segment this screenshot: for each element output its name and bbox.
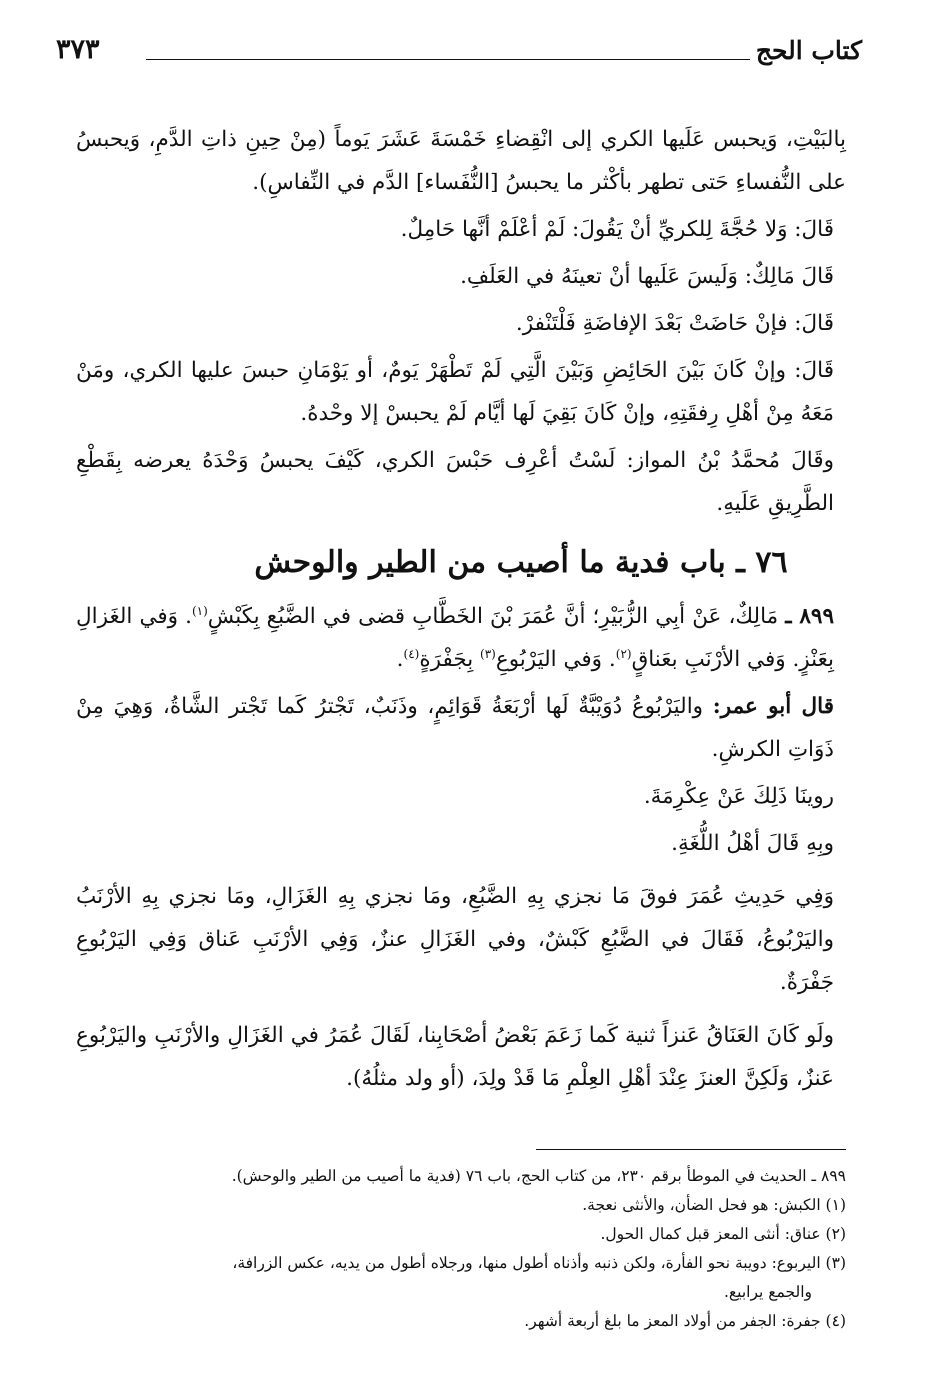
hadith-text: .: [396, 647, 404, 672]
paragraph: قَالَ: وإنْ كَانَ بَيْنَ الحَائِضِ وَبَيْنَ الَّتِي لَمْ تَطْهَرْ يَومٌ، أو يَوْمَانِ حبسَ عليها الكري، ومَنْ مَعَهُ مِنْ أهْلِ رِفقَتِهِ، وإنْ كَانَ بَقِيَ لَها أيَّام لَمْ يحبسْ إلا وحْدهُ.: [76, 358, 834, 426]
footnotes: [76, 1162, 846, 1336]
footnote-ref: (٣): [480, 646, 496, 661]
footnote: (٢) عناق: أنثى المعز قبل كمال الحول.: [600, 1225, 846, 1243]
paragraph: ولَو كَانَ العَنَاقُ عَنزاً ثنية كَما زَعَمَ بَعْضُ أصْحَابِنا، لَقَالَ عُمَرُ في الغَزَالِ والأرْنَبِ واليَرْبُوعِ عَنزٌ، وَلَكِنَّ العنزَ عِنْدَ أهْلِ العِلْمِ مَا قَدْ ولِدَ، (أو ولد مثلُهُ).: [76, 1023, 834, 1091]
hadith-text: بِجَفْرَةٍ: [419, 647, 481, 672]
running-header: [56, 32, 862, 72]
paragraph: بِالبَيْتِ، وَيحبس عَلَيها الكري إلى انْقِضاءِ خَمْسَةَ عَشَرَ يَوماً (مِنْ حِينِ ذاتِ الدَّمِ، وَيحبسُ على النُّفساءِ حَتى تطهر بأكْثر ما يحبسُ [النُّفَساء] الدَّم في النِّفاسِ).: [76, 127, 846, 195]
footnote: ٨٩٩ ـ الحديث في الموطأ برقم ٢٣٠، من كتاب الحج، باب ٧٦ (فدية ما أصيب من الطير والوحش).: [231, 1167, 846, 1185]
footnote-continuation: والجمع يرابيع.: [724, 1283, 812, 1301]
chapter-heading: ٧٦ ـ باب فدية ما أصيب من الطير والوحش: [254, 545, 788, 580]
header-rule: [146, 59, 750, 60]
main-text: [76, 118, 846, 1104]
paragraph: قَالَ: وَلا حُجَّةَ لِلكريِّ أنْ يَقُولَ: لَمْ أعْلَمْ أنَّها حَامِلٌ.: [400, 217, 834, 242]
hadith-text: . وَفي اليَرْبُوعِ: [495, 647, 616, 672]
footnote-rule: [536, 1149, 846, 1150]
hadith-text: مَالِكٌ، عَنْ أبِي الزُّبَيْرِ؛ أنَّ عُمَرَ بْنَ الخَطَّابِ قضى في الضَّبُعِ بِكَبْشٍ: [207, 604, 779, 629]
book-title: كتاب الحج: [755, 36, 862, 65]
commentary-text: واليَرْبُوعُ دُوَيْبَّةٌ لَها أرْبَعَةُ قَوَائِمٍ، وذَنَبٌ، تَجْترُ كَما تَجْتر الشَّاةُ، وَهِيَ مِنْ ذَوَاتِ الكرشِ.: [76, 694, 834, 762]
hadith-number: ٨٩٩ ـ: [785, 604, 834, 629]
footnote: (٤) جفرة: الجفر من أولاد المعز ما بلغ أربعة أشهر.: [524, 1312, 846, 1330]
commentary-speaker: قال أبو عمر:: [712, 694, 834, 719]
paragraph: روينَا ذَلِكَ عَنْ عِكْرِمَةَ.: [643, 784, 834, 809]
footnote: (١) الكبش: هو فحل الضأن، والأنثى نعجة.: [582, 1196, 846, 1214]
commentary-paragraph: [76, 685, 846, 771]
footnote-ref: (٤): [403, 646, 420, 661]
paragraph: وَفِي حَدِيثِ عُمَرَ فوقَ مَا نجزي بِهِ الضَّبُعِ، ومَا نجزي بِهِ الغَزَالِ، ومَا نجزي بِهِ الأرْنَبُ واليَرْبُوعُ، فَقَالَ في الضَّبُعِ كَبْشٌ، وفي الغَزَالِ عنزٌ، وَفِي الأرْنَبِ عَناق وَفِي اليَرْبُوعِ جَفْرَةٌ.: [76, 884, 834, 995]
hadith-text: . وَفي الغَزالِ بِعَنْزٍ. وَفي الأرْنَبِ بعَناقٍ: [76, 604, 834, 672]
footnote: (٣) اليربوع: دويبة نحو الفأرة، ولكن ذنبه وأذناه أطول منها، ورجلاه أطول من يديه، عكس الزرافة،: [232, 1254, 846, 1272]
page-number: ٣٧٣: [56, 34, 100, 65]
paragraph: قَالَ: فإنْ حَاضَتْ بَعْدَ الإفاضَةِ فَلْتَنْفرْ.: [515, 311, 834, 336]
footnote-ref: (٢): [615, 646, 632, 661]
paragraph: وقَالَ مُحمَّدُ بْنُ المواز: لَسْتُ أعْرِف حَبْسَ الكري، كَيْفَ يحبسُ وَحْدَهُ يعرضه بِقَطْعِ الطَّرِيقِ عَلَيهِ.: [76, 448, 834, 516]
paragraph: وبِهِ قَالَ أهْلُ اللُّغَةِ.: [671, 831, 834, 856]
paragraph: قَالَ مَالِكٌ: وَلَيسَ عَلَيها أنْ تعينَهُ في العَلَفِ.: [460, 264, 834, 289]
footnote-ref: (١): [191, 603, 208, 618]
hadith-paragraph: [76, 595, 846, 681]
